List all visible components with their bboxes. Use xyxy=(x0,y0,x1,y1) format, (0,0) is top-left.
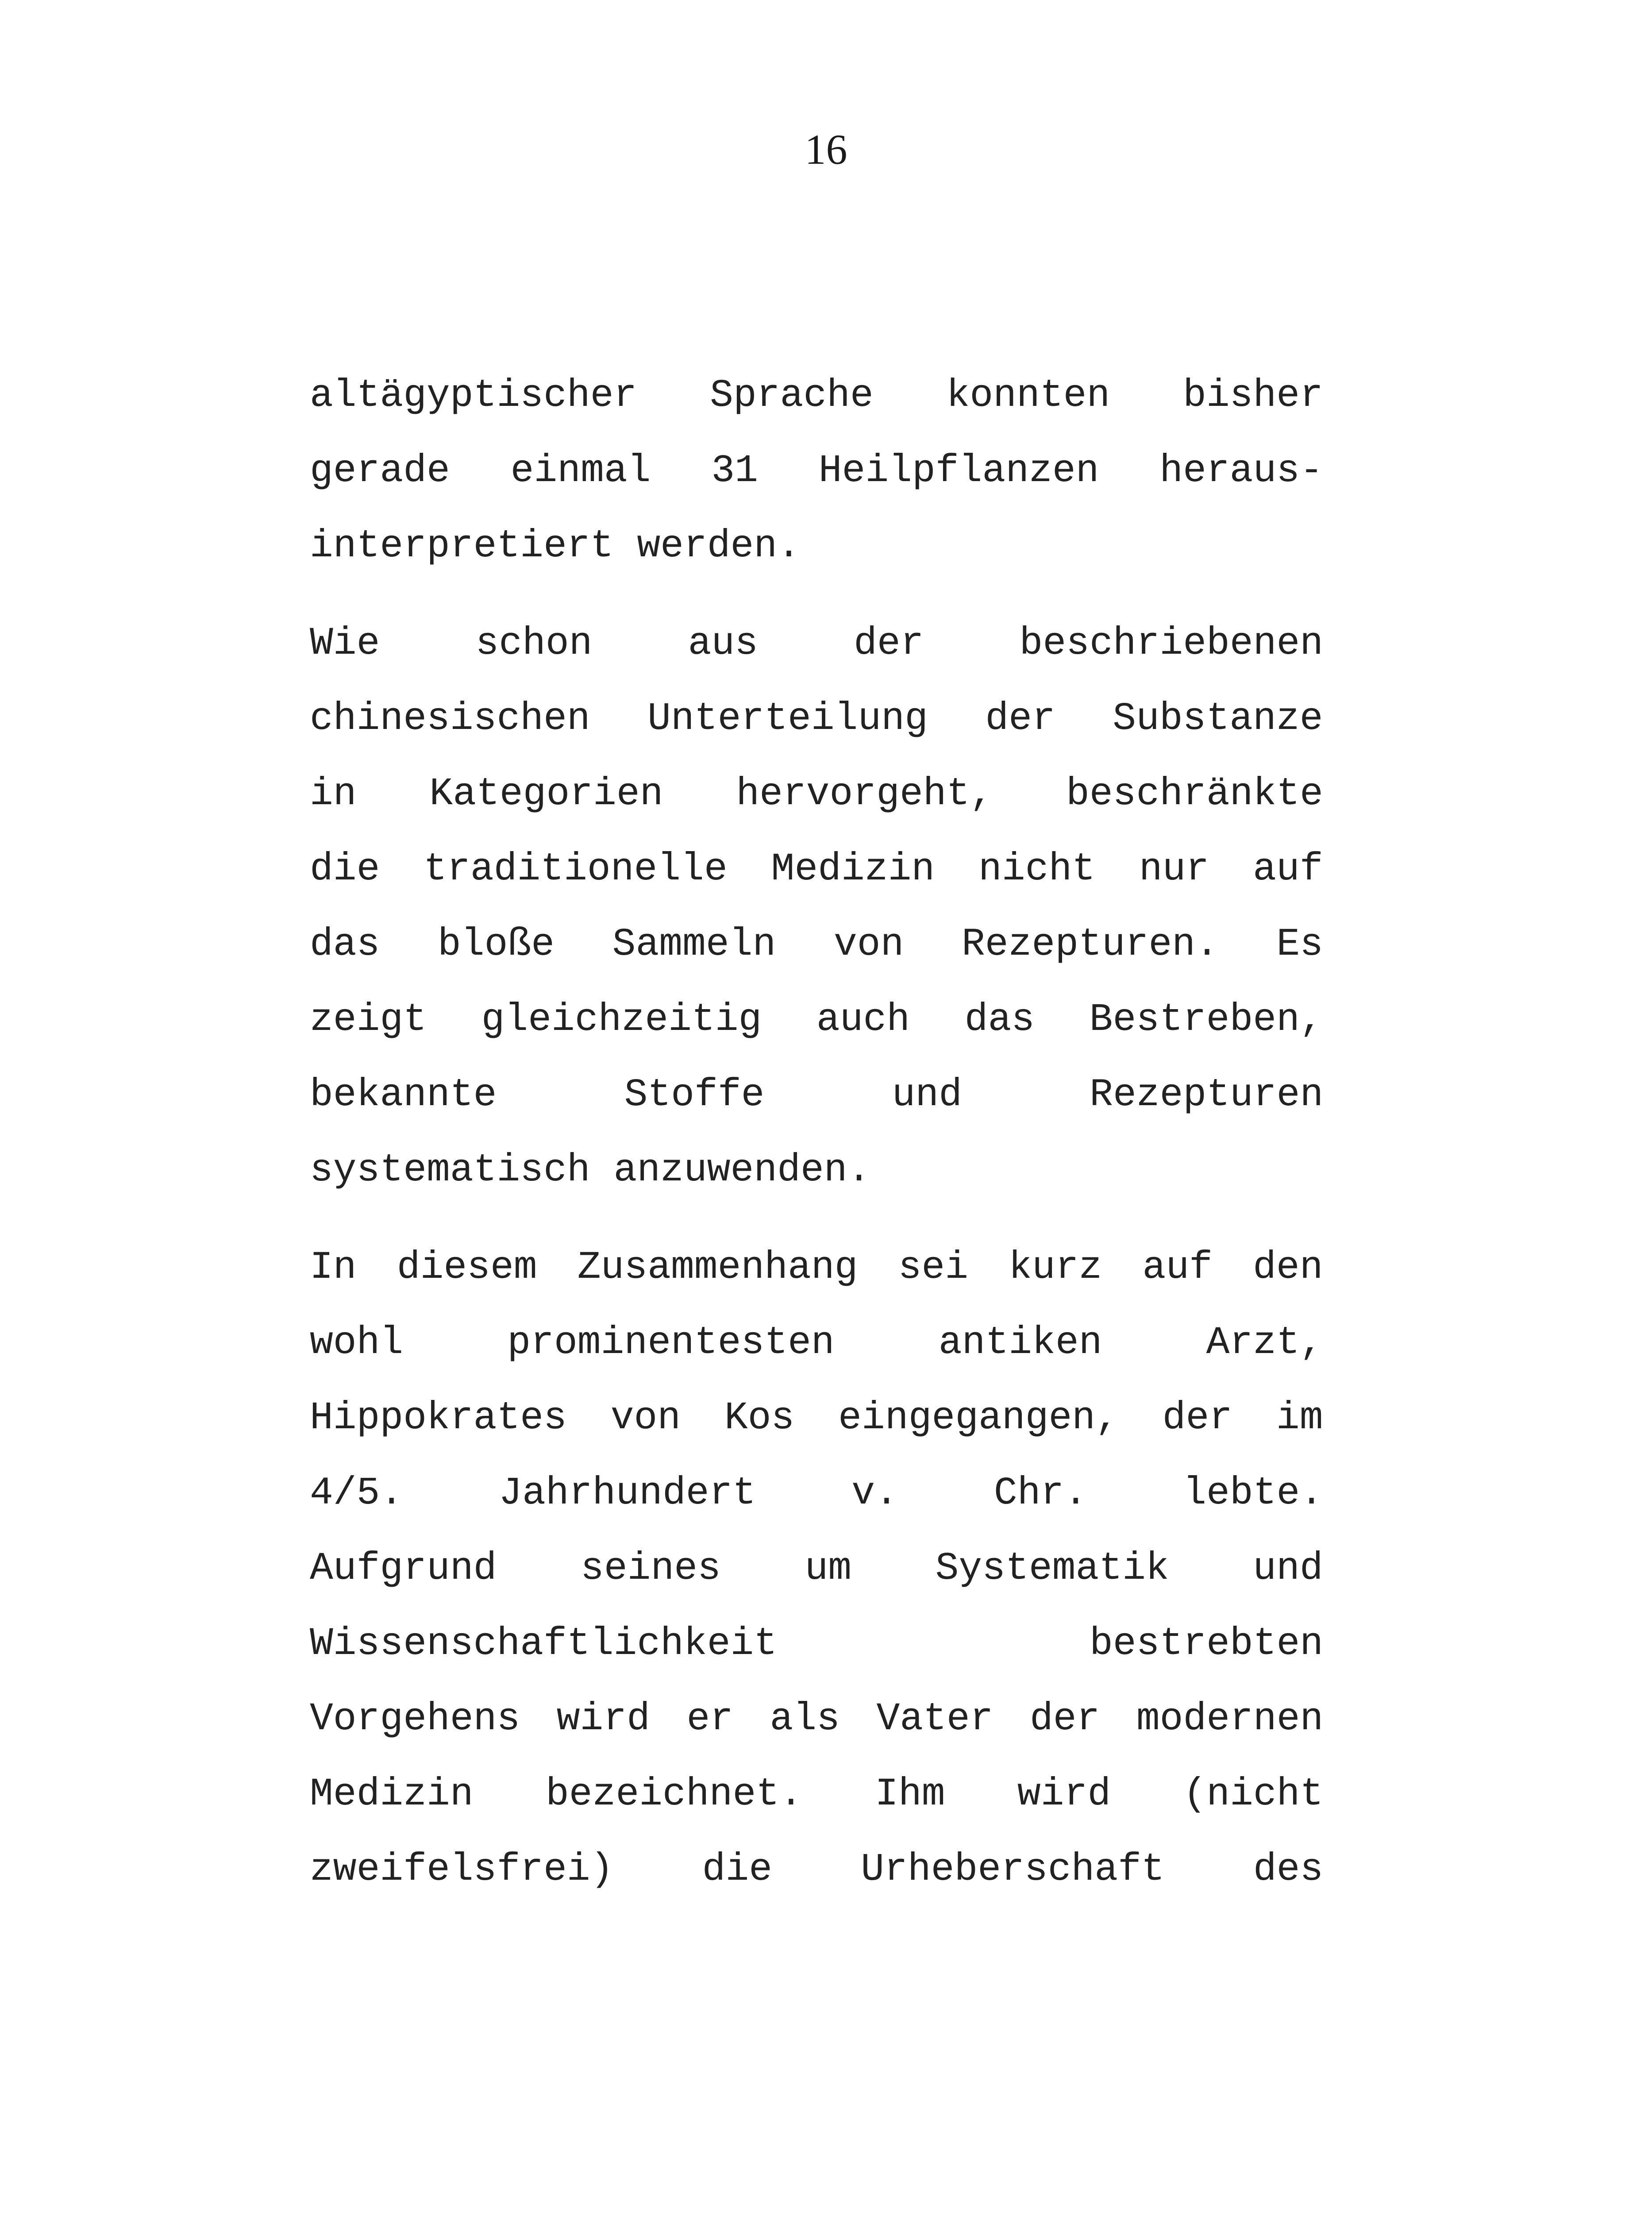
paragraph-gap xyxy=(310,1208,1323,1230)
text-line: in Kategorien hervorgeht, beschränkte xyxy=(310,772,1323,816)
page-number: 16 xyxy=(805,126,847,173)
paragraph xyxy=(310,1230,1323,1908)
text-line: Vorgehens wird er als Vater der modernen xyxy=(310,1697,1324,1741)
paragraph xyxy=(310,606,1323,1208)
text-line: altägyptischer Sprache konnten bisher xyxy=(310,374,1323,418)
paragraph xyxy=(310,359,1323,584)
text-line: Wie schon aus der beschriebenen xyxy=(310,622,1324,666)
paragraph-gap xyxy=(310,584,1323,606)
text-line: In diesem Zusammenhang sei kurz auf den xyxy=(310,1246,1323,1290)
text-line: 4/5. Jahrhundert v. Chr. lebte. xyxy=(310,1472,1324,1515)
text-line: Wissenschaftlichkeit bestrebten xyxy=(310,1622,1324,1666)
text-line: interpretiert werden. xyxy=(310,524,801,568)
text-line: Aufgrund seines um Systematik und xyxy=(310,1547,1323,1591)
text-line: wohl prominentesten antiken Arzt, xyxy=(310,1321,1323,1365)
text-line: chinesischen Unterteilung der Substanze xyxy=(310,697,1323,741)
text-line: bekannte Stoffe und Rezepturen xyxy=(310,1073,1324,1117)
text-line: gerade einmal 31 Heilpflanzen heraus- xyxy=(310,449,1323,493)
text-line: die traditionelle Medizin nicht nur auf xyxy=(310,848,1323,891)
body-text xyxy=(310,359,1323,1908)
text-line: zweifelsfrei) die Urheberschaft des xyxy=(310,1848,1324,1892)
text-line: Hippokrates von Kos eingegangen, der im xyxy=(310,1396,1323,1440)
text-line: das bloße Sammeln von Rezepturen. Es xyxy=(310,923,1324,967)
text-line: Medizin bezeichnet. Ihm wird (nicht xyxy=(310,1773,1324,1816)
text-line: zeigt gleichzeitig auch das Bestreben, xyxy=(310,998,1323,1042)
text-line: systematisch anzuwenden. xyxy=(310,1149,871,1192)
